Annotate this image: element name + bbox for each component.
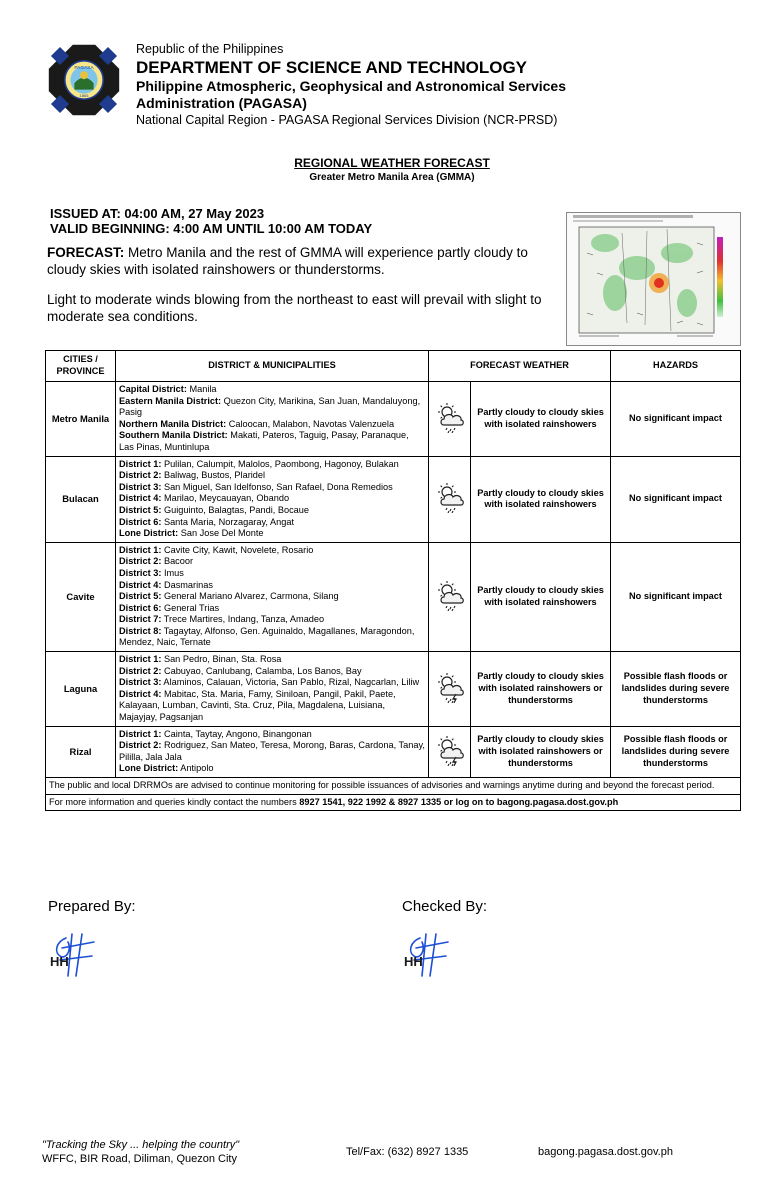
header-weather: FORECAST WEATHER (429, 351, 611, 382)
district-label: District 4: (119, 579, 162, 590)
advisory-row (46, 778, 741, 795)
district-line (119, 763, 425, 775)
district-label: District 2: (119, 470, 162, 481)
district-label: District 1: (119, 728, 162, 739)
sun-cloud-rain-icon (434, 481, 466, 513)
district-municipalities: Antipolo (178, 763, 214, 774)
district-label: District 2: (119, 740, 162, 751)
district-label: District 1: (119, 544, 162, 555)
district-municipalities: Dasmarinas (161, 579, 213, 590)
district-label: District 5: (119, 591, 162, 602)
header-republic: Republic of the Philippines (136, 42, 284, 56)
header-block (136, 42, 756, 129)
district-municipalities: Trece Martires, Indang, Tanza, Amadeo (161, 614, 325, 625)
footer-address: WFFC, BIR Road, Diliman, Quezon City (42, 1153, 237, 1165)
sun-cloud-rain-icon (434, 579, 466, 611)
weather-icon-cell (429, 652, 471, 727)
district-line (119, 482, 425, 494)
district-municipalities: Pulilan, Calumpit, Malolos, Paombong, Hagonoy, Bulakan (161, 458, 399, 469)
district-label: District 6: (119, 602, 162, 613)
hazard: Possible flash floods or landslides during severe thunderstorms (611, 652, 741, 727)
contact-row (46, 794, 741, 811)
district-line (119, 493, 425, 505)
district-municipalities: Rodriguez, San Mateo, Teresa, Morong, Baras, Cardona, Tanay, Pililla, Jala Jala (119, 740, 425, 762)
forecast-weather: Partly cloudy to cloudy skies with isolated rainshowers or thunderstorms (471, 726, 611, 777)
district-municipalities: Tagaytay, Alfonso, Gen. Aguinaldo, Magallanes, Maragondon, Mendez, Naic, Ternate (119, 625, 415, 648)
district-line (119, 384, 425, 396)
district-line (119, 580, 425, 592)
district-line (119, 396, 425, 419)
table-row (46, 542, 741, 651)
table-row (46, 726, 741, 777)
district-label: District 4: (119, 493, 162, 504)
table-row (46, 456, 741, 542)
district-line (119, 603, 425, 615)
prepared-signature (46, 930, 106, 980)
district-label: District 3: (119, 677, 162, 688)
header-province: CITIES / PROVINCE (46, 351, 116, 382)
table-row (46, 382, 741, 457)
sun-cloud-rain-icon (434, 401, 466, 433)
district-list (116, 652, 429, 727)
district-list (116, 382, 429, 457)
header-district: DISTRICT & MUNICIPALITIES (116, 351, 429, 382)
sun-cloud-storm-icon (434, 734, 466, 766)
district-municipalities: Imus (161, 567, 184, 578)
district-municipalities: Santa Maria, Norzagaray, Angat (161, 516, 294, 527)
district-line (119, 545, 425, 557)
logo-text: PAGASA (74, 65, 94, 71)
district-line (119, 614, 425, 626)
document-title (0, 156, 784, 184)
logo-year: 1865 (79, 92, 89, 98)
contact-text (46, 794, 741, 811)
district-line (119, 729, 425, 741)
district-list (116, 456, 429, 542)
hazard: No significant impact (611, 382, 741, 457)
forecast-body: Metro Manila and the rest of GMMA will experience partly cloudy to cloudy skies with isolated rainshowers or thunderstorms. (47, 245, 528, 277)
footer-slogan: "Tracking the Sky ... helping the country" (42, 1139, 240, 1151)
header-agency-cont: Administration (PAGASA) (136, 95, 307, 111)
district-line (119, 568, 425, 580)
checked-initials: HH (404, 954, 423, 969)
sun-cloud-storm-icon (434, 671, 466, 703)
district-label: District 7: (119, 614, 162, 625)
title-main: REGIONAL WEATHER FORECAST (294, 156, 490, 170)
weather-icon-cell (429, 542, 471, 651)
district-label: District 6: (119, 516, 162, 527)
district-line (119, 626, 425, 649)
district-municipalities: Bacoor (161, 556, 194, 567)
contact-prefix: For more information and queries kindly contact the numbers (49, 796, 300, 807)
district-label: Northern Manila District: (119, 418, 227, 429)
district-line (119, 459, 425, 471)
prepared-initials: HH (50, 954, 69, 969)
forecast-weather: Partly cloudy to cloudy skies with isolated rainshowers (471, 456, 611, 542)
advisory-text: The public and local DRRMOs are advised to continue monitoring for possible issuances of advisories and warnings anytime during and beyond the forecast period. (46, 778, 741, 795)
issued-block (50, 206, 372, 236)
district-municipalities: Cabuyao, Canlubang, Calamba, Los Banos, Bay (161, 665, 362, 676)
district-label: District 3: (119, 481, 162, 492)
district-list (116, 542, 429, 651)
district-line (119, 517, 425, 529)
district-line (119, 689, 425, 724)
pagasa-logo (44, 40, 124, 120)
district-municipalities: Cainta, Taytay, Angono, Binangonan (161, 728, 312, 739)
province-name: Rizal (46, 726, 116, 777)
district-municipalities: Cavite City, Kawit, Novelete, Rosario (161, 544, 314, 555)
district-municipalities: Baliwag, Bustos, Plaridel (161, 470, 266, 481)
district-label: Eastern Manila District: (119, 395, 222, 406)
district-label: Southern Manila District: (119, 430, 228, 441)
district-municipalities: Caloocan, Malabon, Navotas Valenzuela (226, 418, 395, 429)
district-municipalities: Makati, Pateros, Taguig, Pasay, Paranaque, Las Pinas, Muntinlupa (119, 430, 409, 452)
prepared-by-label: Prepared By: (48, 898, 136, 915)
district-line (119, 528, 425, 540)
forecast-label: FORECAST: (47, 245, 125, 260)
forecast-weather: Partly cloudy to cloudy skies with isolated rainshowers (471, 382, 611, 457)
header-division: National Capital Region - PAGASA Regional Services Division (NCR-PRSD) (136, 113, 558, 127)
hazard: No significant impact (611, 542, 741, 651)
district-municipalities: Alaminos, Calauan, Victoria, San Pablo, Rizal, Nagcarlan, Liliw (161, 677, 420, 688)
hazard: Possible flash floods or landslides during severe thunderstorms (611, 726, 741, 777)
district-line (119, 470, 425, 482)
district-line (119, 666, 425, 678)
district-label: District 2: (119, 665, 162, 676)
weather-icon-cell (429, 456, 471, 542)
province-name: Laguna (46, 652, 116, 727)
forecast-winds: Light to moderate winds blowing from the northeast to east will prevail with slight to moderate sea conditions. (47, 292, 542, 324)
district-label: Capital District: (119, 384, 187, 394)
contact-numbers: 8927 1541, 922 1992 & 8927 1335 or log on to bagong.pagasa.dost.gov.ph (299, 796, 619, 807)
header-hazards: HAZARDS (611, 351, 741, 382)
district-label: District 8: (119, 625, 162, 636)
table-row (46, 652, 741, 727)
district-line (119, 430, 425, 453)
forecast-weather: Partly cloudy to cloudy skies with isolated rainshowers or thunderstorms (471, 652, 611, 727)
district-municipalities: General Trias (161, 602, 220, 613)
district-label: District 4: (119, 688, 162, 699)
forecast-weather: Partly cloudy to cloudy skies with isolated rainshowers (471, 542, 611, 651)
district-line (119, 419, 425, 431)
district-line (119, 556, 425, 568)
district-list (116, 726, 429, 777)
district-municipalities: General Mariano Alvarez, Carmona, Silang (161, 591, 339, 602)
district-label: District 5: (119, 504, 162, 515)
issued-at: ISSUED AT: 04:00 AM, 27 May 2023 (50, 206, 265, 221)
province-name: Bulacan (46, 456, 116, 542)
table-header-row (46, 351, 741, 382)
district-line (119, 654, 425, 666)
district-line (119, 591, 425, 603)
district-municipalities: San Pedro, Binan, Sta. Rosa (161, 654, 282, 665)
valid-beginning: VALID BEGINNING: 4:00 AM UNTIL 10:00 AM TODAY (50, 221, 373, 236)
district-line (119, 505, 425, 517)
title-sub: Greater Metro Manila Area (GMMA) (309, 172, 475, 183)
district-label: District 2: (119, 556, 162, 567)
district-municipalities: Mabitac, Sta. Maria, Famy, Siniloan, Pangil, Pakil, Paete, Kalayaan, Lumban, Cavinti, Sta. Cruz, Pila, Magdalena, Luisiana, Majayjay, Pagsanjan (119, 688, 396, 723)
province-name: Metro Manila (46, 382, 116, 457)
district-municipalities: Marilao, Meycauayan, Obando (161, 493, 290, 504)
forecast-table (45, 350, 741, 811)
district-line (119, 740, 425, 763)
weather-icon-cell (429, 726, 471, 777)
district-municipalities: Quezon City, Marikina, San Juan, Mandaluyong, Pasig (119, 395, 421, 418)
district-label: District 1: (119, 458, 162, 469)
header-department: DEPARTMENT OF SCIENCE AND TECHNOLOGY (136, 58, 528, 77)
weather-icon-cell (429, 382, 471, 457)
district-label: Lone District: (119, 763, 179, 774)
forecast-text (47, 244, 559, 338)
footer-website: bagong.pagasa.dost.gov.ph (538, 1146, 673, 1158)
satellite-map-image (566, 212, 741, 346)
header-agency: Philippine Atmospheric, Geophysical and Astronomical Services (136, 78, 566, 94)
district-label: District 3: (119, 567, 162, 578)
district-line (119, 677, 425, 689)
hazard: No significant impact (611, 456, 741, 542)
district-municipalities: San Miguel, San Idelfonso, San Rafael, Dona Remedios (161, 481, 393, 492)
district-label: District 1: (119, 654, 162, 665)
district-municipalities: Guiguinto, Balagtas, Pandi, Bocaue (161, 504, 310, 515)
province-name: Cavite (46, 542, 116, 651)
checked-signature (400, 930, 460, 980)
district-municipalities: San Jose Del Monte (178, 528, 264, 539)
district-municipalities: Manila (186, 384, 217, 394)
district-label: Lone District: (119, 528, 179, 539)
footer-telfax: Tel/Fax: (632) 8927 1335 (346, 1146, 469, 1158)
table-body (46, 382, 741, 778)
checked-by-label: Checked By: (402, 898, 488, 915)
